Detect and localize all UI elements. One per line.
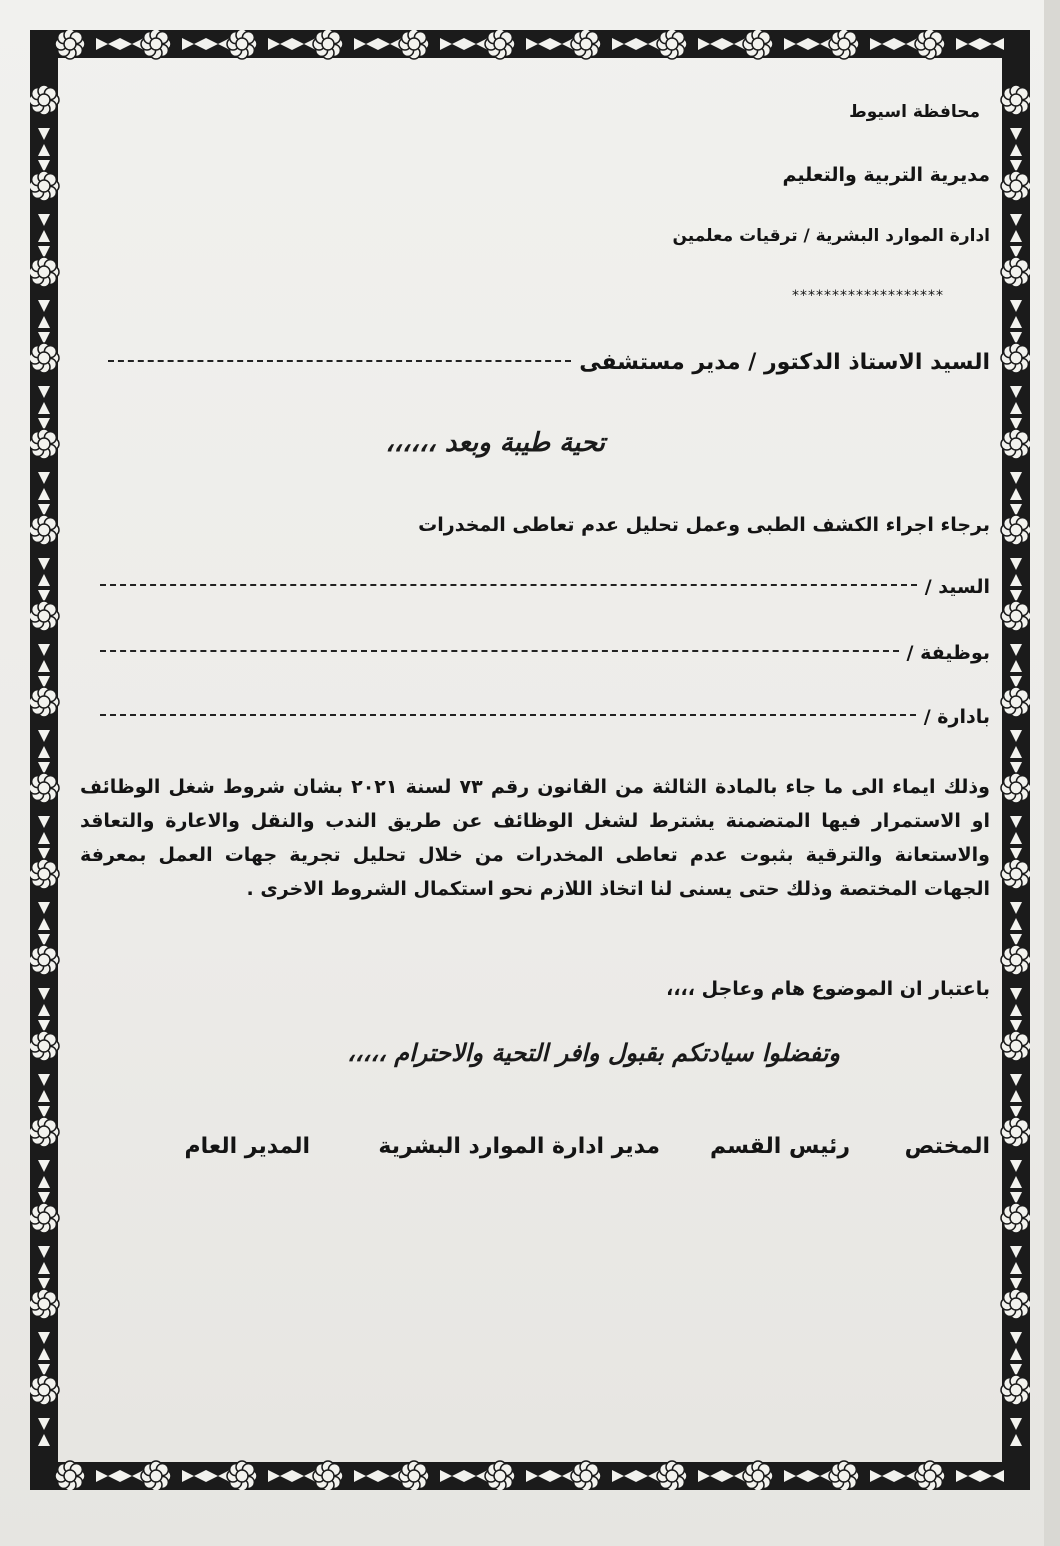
signature-specialist: المختص bbox=[904, 1134, 990, 1159]
directorate-line: مديرية التربية والتعليم bbox=[782, 164, 990, 186]
department-line: ادارة الموارد البشرية / ترقيات معلمين bbox=[672, 226, 990, 246]
admin-field bbox=[100, 706, 990, 728]
closing-calligraphy: وتفضلوا سيادتكم بقبول وافر التحية والاحترام ،،،،، bbox=[347, 1038, 840, 1067]
governorate-line: محافظة اسيوط bbox=[849, 102, 980, 122]
signature-row bbox=[80, 1134, 990, 1174]
body-paragraph: وذلك ايماء الى ما جاء بالمادة الثالثة من القانون رقم ٧٣ لسنة ٢٠٢١ بشان شروط شغل الوظائف او الاستمرار فيها المتضمنة يشترط لشغل الوظائف عن طريق الندب والنقل والاعارة والتعاقد والاستعانة والترقية بثبوت عدم تعاطى المخدرات من خلال تحليل تجرية جهات العمل بمعرفة الجهات المختصة وذلك حتى يسنى لنا اتخاذ اللازم نحو استكمال الشروط الاخرى . bbox=[80, 776, 990, 900]
name-label: السيد / bbox=[924, 576, 990, 598]
job-blank bbox=[100, 650, 899, 652]
request-line: برجاء اجراء الكشف الطبى وعمل تحليل عدم تعاطى المخدرات bbox=[418, 514, 990, 536]
name-blank bbox=[100, 584, 917, 586]
urgency-line: باعتبار ان الموضوع هام وعاجل ،،،، bbox=[666, 978, 990, 1000]
admin-blank bbox=[100, 714, 916, 716]
greeting-calligraphy: تحية طيبة وبعد ،،،،،، bbox=[385, 428, 605, 458]
addressee-line bbox=[108, 350, 990, 375]
job-label: بوظيفة / bbox=[906, 642, 990, 664]
admin-label: بادارة / bbox=[923, 706, 990, 728]
name-field bbox=[100, 576, 990, 598]
signature-general-director: المدير العام bbox=[184, 1134, 310, 1159]
letter-content bbox=[80, 80, 990, 1470]
job-field bbox=[100, 642, 990, 664]
signature-hr-director: مدير ادارة الموارد البشرية bbox=[378, 1134, 660, 1159]
addressee-blank bbox=[108, 360, 571, 362]
addressee-text: السيد الاستاذ الدكتور / مدير مستشفى bbox=[579, 350, 990, 375]
star-separator: ******************* bbox=[792, 288, 944, 304]
signature-section-head: رئيس القسم bbox=[710, 1134, 850, 1159]
